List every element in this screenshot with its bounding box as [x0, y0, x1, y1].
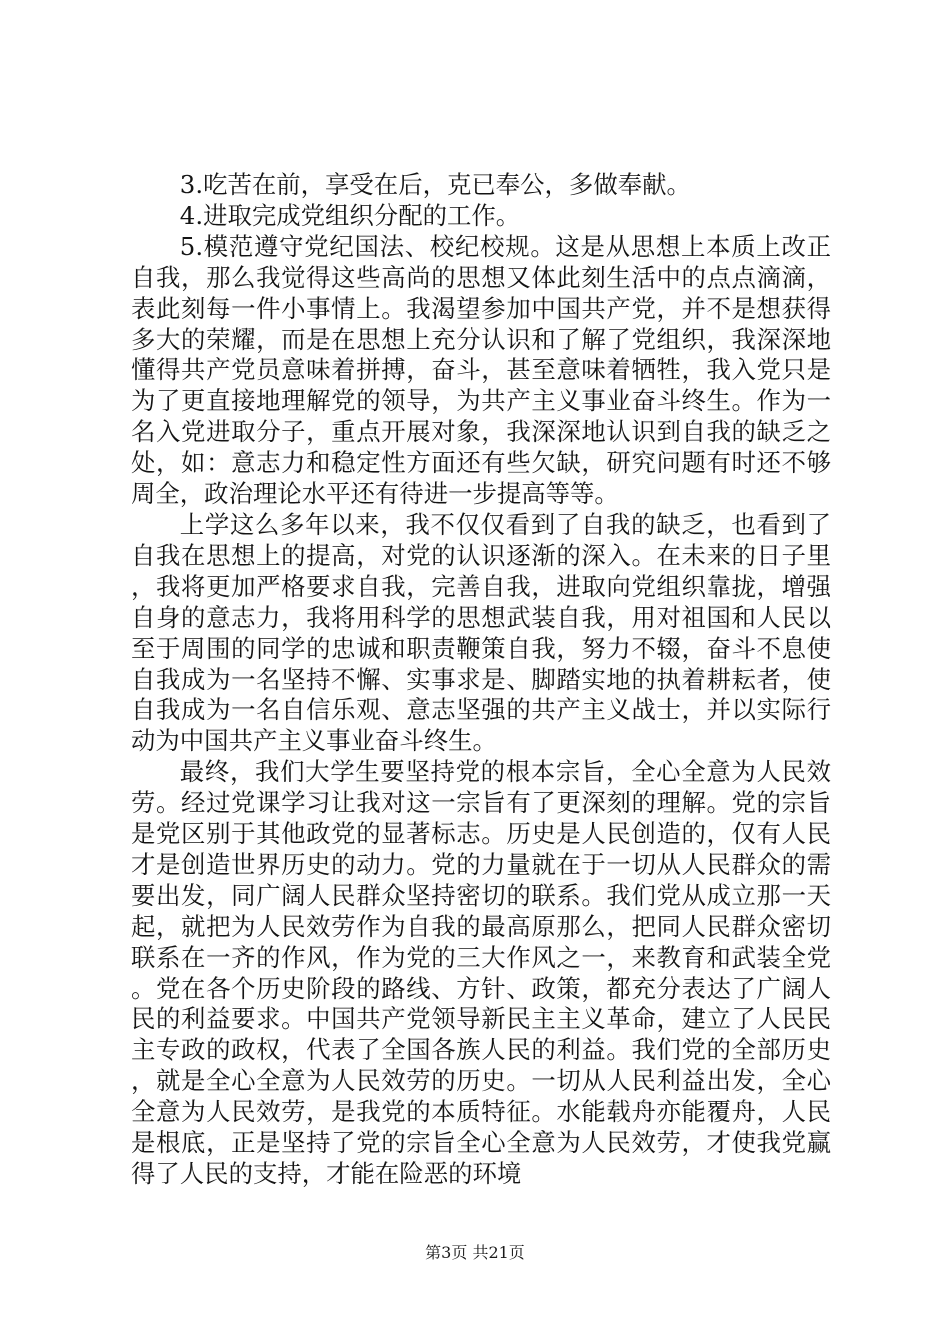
page-number-footer: 第3页 共21页	[425, 1243, 525, 1262]
paragraph-conclusion: 最终，我们大学生要坚持党的根本宗旨，全心全意为人民效劳。经过党课学习让我对这一宗旨有了更深刻的理解。党的宗旨是党区别于其他政党的显著标志。历史是人民创造的，仅有人民才是创造世界历史的动力。党的力量就在于一切从人民群众的需要出发，同广阔人民群众坚持密切的联系。我们党从成立那一天起，就把为人民效劳作为自我的最高原那么，把同人民群众密切联系在一齐的作风，作为党的三大作风之一，来教育和武装全党。党在各个历史阶段的路线、方针、政策，都充分表达了广阔人民的利益要求。中国共产党领导新民主主义革命，建立了人民民主专政的政权，代表了全国各族人民的利益。我们党的全部历史，就是全心全意为人民效劳的历史。一切从人民利益出发，全心全意为人民效劳，是我党的本质特征。水能载舟亦能覆舟，人民是根底，正是坚持了党的宗旨全心全意为人民效劳，才使我党赢得了人民的支持，才能在险恶的环境	[131, 757, 831, 1188]
paragraph-item-5: 5.模范遵守党纪国法、校纪校规。这是从思想上本质上改正自我，那么我觉得这些高尚的思想又体此刻生活中的点点滴滴，表此刻每一件小事情上。我渴望参加中国共产党，并不是想获得多大的荣耀，而是在思想上充分认识和了解了党组织，我深深地懂得共产党员意味着拼搏，奋斗，甚至意味着牺牲，我入党只是为了更直接地理解党的领导，为共产主义事业奋斗终生。作为一名入党进取分子，重点开展对象，我深深地认识到自我的缺乏之处，如：意志力和稳定性方面还有些欠缺，研究问题有时还不够周全，政治理论水平还有待进一步提高等等。	[131, 231, 831, 509]
paragraph-item-3: 3.吃苦在前，享受在后，克已奉公，多做奉献。	[179, 170, 691, 199]
paragraph-study-years: 上学这么多年以来，我不仅仅看到了自我的缺乏，也看到了自我在思想上的提高，对党的认识逐渐的深入。在未来的日子里，我将更加严格要求自我，完善自我，进取向党组织靠拢，增强自身的意志力，我将用科学的思想武装自我，用对祖国和人民以至于周围的同学的忠诚和职责鞭策自我，努力不辍，奋斗不息使自我成为一名坚持不懈、实事求是、脚踏实地的执着耕耘者，使自我成为一名自信乐观、意志坚强的共产主义战士，并以实际行动为中国共产主义事业奋斗终生。	[131, 509, 831, 756]
document-body	[131, 170, 831, 1190]
paragraph-item-4: 4.进取完成党组织分配的工作。	[179, 200, 521, 230]
